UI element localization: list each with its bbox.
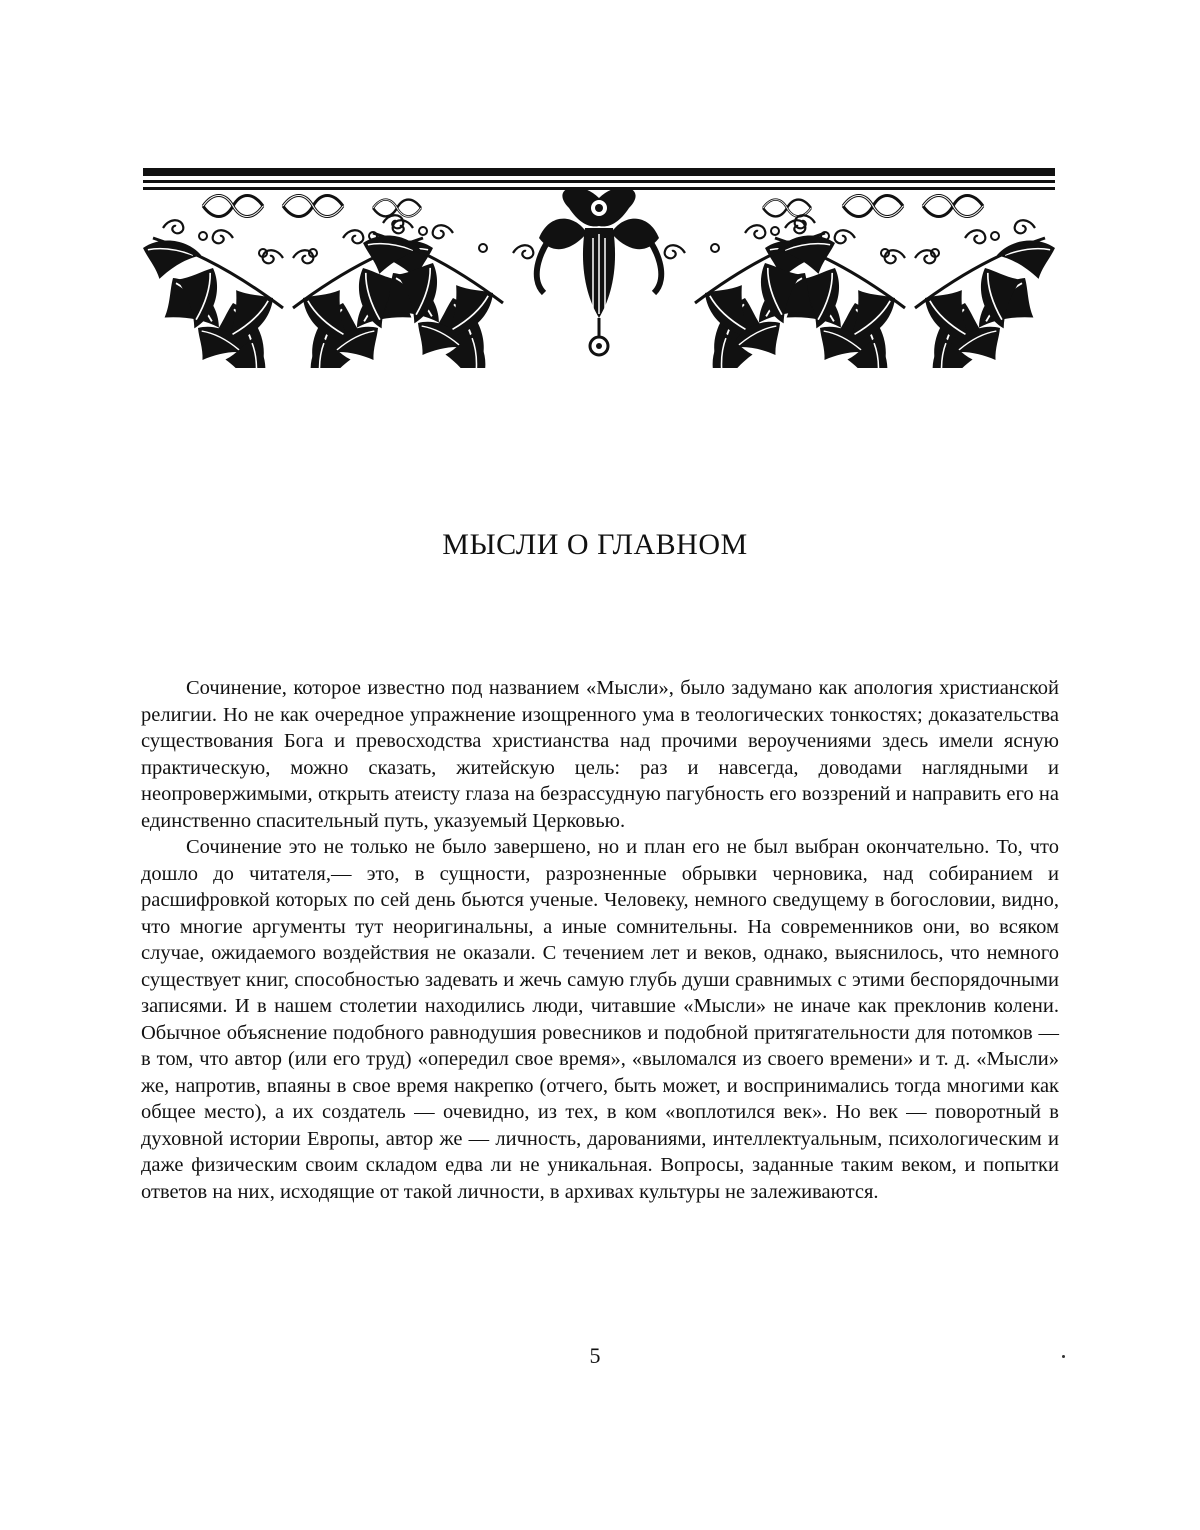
page-title: МЫСЛИ О ГЛАВНОМ	[442, 528, 748, 561]
scan-speck	[1062, 1355, 1065, 1358]
body-text	[141, 675, 1059, 1205]
paragraph: Сочинение это не только не было завершено, но и план его не был выбран окончательно. То, что дошло до читателя,— это, в сущности, разрозненные обрывки черновика, над собиранием и расшифровкой которых по сей день бьются ученые. Человеку, немного сведущему в богословии, видно, что многие аргументы тут неоригинальны, а иные сомнительны. На современников они, во всяком случае, ожидаемого воздействия не оказали. С течением лет и веков, однако, выяснилось, что немного существует книг, способностью задевать и жечь самую глубь души сравнимых с этими беспорядочными записями. И в нашем столетии находились люди, читавшие «Мысли» не иначе как преклонив колени. Обычное объяснение подобного равнодушия ровесников и подобной притягательности для потомков — в том, что автор (или его труд) «опередил свое время», «выломался из своего времени» и т. д. «Мысли» же, напротив, впаяны в свое время накрепко (отчего, быть может, и воспринимались тогда многими как общее место), а их создатель — очевидно, из тех, в ком «воплотился век». Но век — поворотный в духовной истории Европы, автор же — личность, дарованиями, интеллектуальным, психологическим и даже физическим своим складом едва ли не уникальная. Вопросы, заданные таким веком, и попытки ответов на них, исходящие от такой личности, в архивах культуры не залеживаются.	[141, 836, 1059, 1203]
paragraph: Сочинение, которое известно под названием «Мысли», было задумано как апология христианской религии. Но не как очередное упражнение изощренного ума в теологических тонкостях; доказательства существования Бога и превосходства христианства над прочими вероучениями здесь имели ясную практическую, можно сказать, житейскую цель: раз и навсегда, доводами наглядными и неопровержимыми, открыть атеисту глаза на безрассудную пагубность его воззрений и направить его на единственно спасительный путь, указуемый Церковью.	[141, 677, 1059, 832]
floral-headpiece-ornament-icon	[143, 168, 1055, 368]
page-number: 5	[589, 1343, 601, 1368]
